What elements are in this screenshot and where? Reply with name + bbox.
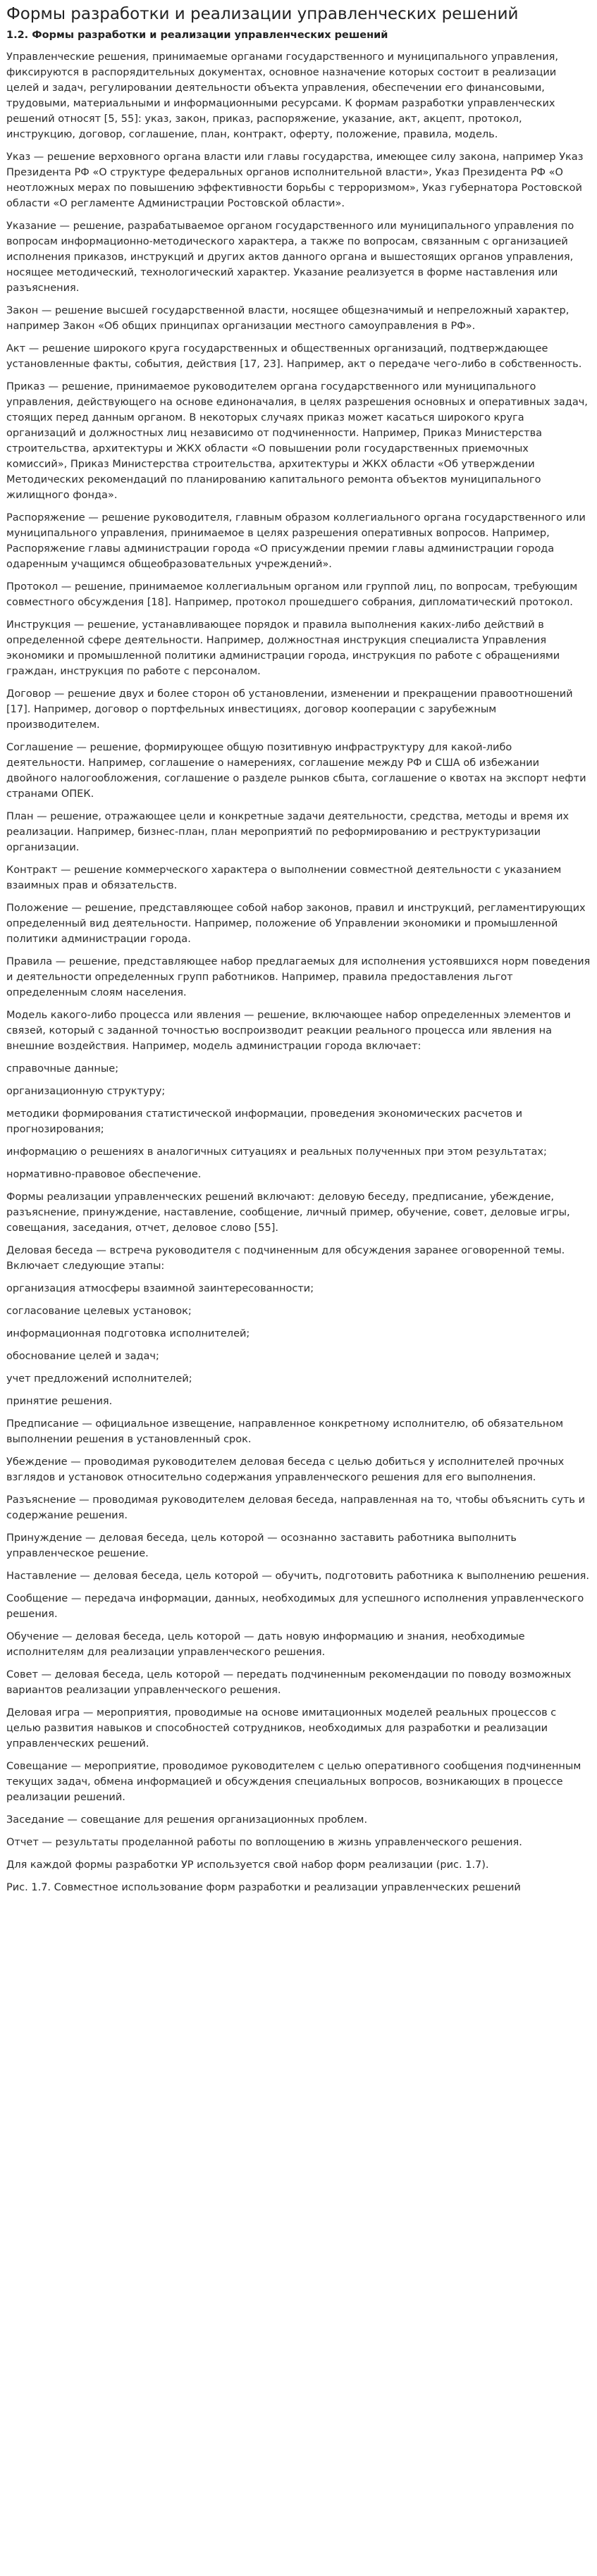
paragraph-delovaya-beseda: Деловая беседа — встреча руководителя с подчиненным для обсуждения заранее оговоренной темы. Включает следующие этапы: [6,1245,565,1272]
list-item: принятие решения. [6,1396,113,1407]
paragraph-rasporyazhenie: Распоряжение — решение руководителя, главным образом коллегиального органа государственного или муниципального управления, принимаемое в целях разрешения оперативных вопросов. Например, Распоряжение главы администрации города «О присуждении премии главы администрации города одаренным учащимся общеобразовательных учреждений». [6,512,586,570]
list-item: организация атмосферы взаимной заинтересованности; [6,1283,314,1294]
paragraph-ukazanie: Указание — решение, разрабатываемое органом государственного или муниципального управления по вопросам информационно-методического характера, а также по вопросам, связанным с организацией исполнения приказов, инструкций и других актов данного органа и вышестоящих органов управления, носящее методический, технологический характер. Указание реализуется в форме наставления или разъяснения. [6,221,574,294]
figure-caption: Рис. 1.7. Совместное использование форм разработки и реализации управленческих решений [6,1882,521,1893]
paragraph-summary: Для каждой формы разработки УР используется свой набор форм реализации (рис. 1.7). [6,1859,489,1871]
list-item: методики формирования статистической информации, проведения экономических расчетов и прогнозирования; [6,1108,523,1135]
paragraph-razyasnenie: Разъяснение — проводимая руководителем деловая беседа, направленная на то, чтобы объяснить суть и содержание решения. [6,1494,585,1521]
list-item: обоснование целей и задач; [6,1351,159,1362]
paragraph-zasedanie: Заседание — совещание для решения организационных проблем. [6,1814,368,1826]
list-item: информацию о решениях в аналогичных ситуациях и реальных полученных при этом результатах; [6,1146,547,1158]
paragraph-akt: Акт — решение широкого круга государственных и общественных организаций, подтверждающее установленные факты, события, действия [17, 23]. Например, акт о передаче чего-либо в собственность. [6,343,582,370]
paragraph-otchet: Отчет — результаты проделанной работы по воплощению в жизнь управленческого решения. [6,1837,522,1848]
paragraph-model: Модель какого-либо процесса или явления — решение, включающее набор определенных элементов и связей, который с заданной точностью воспроизводит реакции реального процесса или явления на внешние воздействия. Например, модель администрации города включает: [6,1010,571,1052]
paragraph-sovet: Совет — деловая беседа, цель которой — передать подчиненным рекомендации по поводу возможных вариантов реализации управленческого решения. [6,1669,572,1696]
paragraph-polozhenie: Положение — решение, представляющее собой набор законов, правил и инструкций, регламентирующих определенный вид деятельности. Например, положение об Управлении экономики и промышленной политики администрации города. [6,903,586,945]
paragraph-instrukciya: Инструкция — решение, устанавливающее порядок и правила выполнения каких-либо действий в определенной сфере деятельности. Например, должностная инструкция специалиста Управления экономики и промышленной политики администрации города, инструкция по работе с обращениями граждан, инструкция по работе с персоналом. [6,619,560,677]
paragraph-prinuzhdenie: Принуждение — деловая беседа, цель которой — осознанно заставить работника выполнить управленческое решение. [6,1532,517,1559]
list-item: учет предложений исполнителей; [6,1373,192,1385]
paragraph-delovaya-igra: Деловая игра — мероприятия, проводимые на основе имитационных моделей реальных процессов с целью развития навыков и способностей сотрудников, необходимых для разработки и реализации управленческих решений. [6,1707,557,1750]
list-item: информационная подготовка исполнителей; [6,1328,250,1339]
paragraph-protokol: Протокол — решение, принимаемое коллегиальным органом или группой лиц, по вопросам, требующим совместного обсуждения [18]. Например, протокол прошедшего собрания, дипломатический протокол. [6,581,578,608]
page-title: Формы разработки и реализации управленческих решений [6,5,519,23]
paragraph-dogovor: Договор — решение двух и более сторон об установлении, изменении и прекращении правоотношений [17]. Например, договор о портфельных инвестициях, договор кооперации с зарубежным производителем. [6,688,573,731]
list-item: справочные данные; [6,1063,119,1075]
paragraph-soglashenie: Соглашение — решение, формирующее общую позитивную инфраструктуру для какой-либо деятельности. Например, соглашение о намерениях, соглашение между РФ и США об избежании двойного налогообложения, соглашение о разделе рынков сбыта, соглашение о квотах на экспорт нефти странами ОПЕК. [6,742,586,800]
paragraph-obuchenie: Обучение — деловая беседа, цель которой — дать новую информацию и знания, необходимые исполнителям для реализации управленческого решения. [6,1631,525,1658]
section-heading: 1.2. Формы разработки и реализации управленческих решений [6,30,388,41]
article-body [6,49,591,1873]
paragraph-soveshchanie: Совещание — мероприятие, проводимое руководителем с целью оперативного сообщения подчиненным текущих задач, обмена информацией и обсуждения специальных вопросов, возникающих в процессе реализации решений. [6,1761,581,1803]
paragraph-zakon: Закон — решение высшей государственной власти, носящее общезначимый и непреложный характер, например Закон «Об общих принципах организации местного самоуправления в РФ». [6,305,570,332]
paragraph-ukaz: Указ — решение верховного органа власти или главы государства, имеющее силу закона, например Указ Президента РФ «О структуре федеральных органов исполнительной власти», Указ Президента РФ «О неотложных мерах по повышению эффективности борьбы с терроризмом», Указ губернатора Ростовской области «О регламенте Администрации Ростовской области». [6,151,584,209]
paragraph-prikaz: Приказ — решение, принимаемое руководителем органа государственного или муниципального управления, действующего на основе единоначалия, в целях разрешения основных и оперативных задач, стоящих перед данным органом. В некоторых случаях приказ может касаться широкого круга организаций и должностных лиц независимо от подчиненности. Например, Приказ Министерства строительства, архитектуры и ЖКХ области «О повышении роли государственных приемочных комиссий», Приказ Министерства строительства, архитектуры и ЖКХ области «Об утверждении Методических рекомендаций по планированию капитального ремонта объектов муниципального жилищного фонда». [6,381,588,501]
paragraph-predpisanie: Предписание — официальное извещение, направленное конкретному исполнителю, об обязательном выполнении решения в установленный срок. [6,1418,564,1445]
list-item: организационную структуру; [6,1086,166,1097]
list-item: нормативно-правовое обеспечение. [6,1169,202,1180]
paragraph-soobshchenie: Сообщение — передача информации, данных, необходимых для успешного исполнения управленческого решения. [6,1593,584,1620]
paragraph-intro: Управленческие решения, принимаемые органами государственного и муниципального управления, фиксируются в распорядительных документах, основное назначение которых состоит в реализации целей и задач, регулировании деятельности объекта управления, обеспечении его финансовыми, трудовыми, материальными и информационными ресурсами. К формам разработки управленческих решений относят [5, 55]: указ, закон, приказ, распоряжение, указание, акт, акцепт, протокол, инструкцию, договор, соглашение, план, контракт, оферту, положение, правила, модель. [6,51,559,140]
paragraph-plan: План — решение, отражающее цели и конкретные задачи деятельности, средства, методы и время их реализации. Например, бизнес-план, план мероприятий по реформированию и реструктуризации организации. [6,811,570,853]
list-item: согласование целевых установок; [6,1306,192,1317]
paragraph-formy-realizacii: Формы реализации управленческих решений включают: деловую беседу, предписание, убеждение, разъяснение, принуждение, наставление, сообщение, личный пример, обучение, совет, деловые игры, совещания, заседания, отчет, деловое слово [55]. [6,1191,570,1234]
paragraph-pravila: Правила — решение, представляющее набор предлагаемых для исполнения устоявшихся норм поведения и деятельности определенных групп работников. Например, правила предоставления льгот определенным слоям населения. [6,956,591,998]
paragraph-ubezhdenie: Убеждение — проводимая руководителем деловая беседа с целью добиться у исполнителей прочных взглядов и установок относительно содержания управленческого решения для его выполнения. [6,1456,565,1483]
paragraph-nastavlenie: Наставление — деловая беседа, цель которой — обучить, подготовить работника к выполнению решения. [6,1571,589,1582]
paragraph-kontrakt: Контракт — решение коммерческого характера о выполнении совместной деятельности с указанием взаимных прав и обязательств. [6,865,562,891]
